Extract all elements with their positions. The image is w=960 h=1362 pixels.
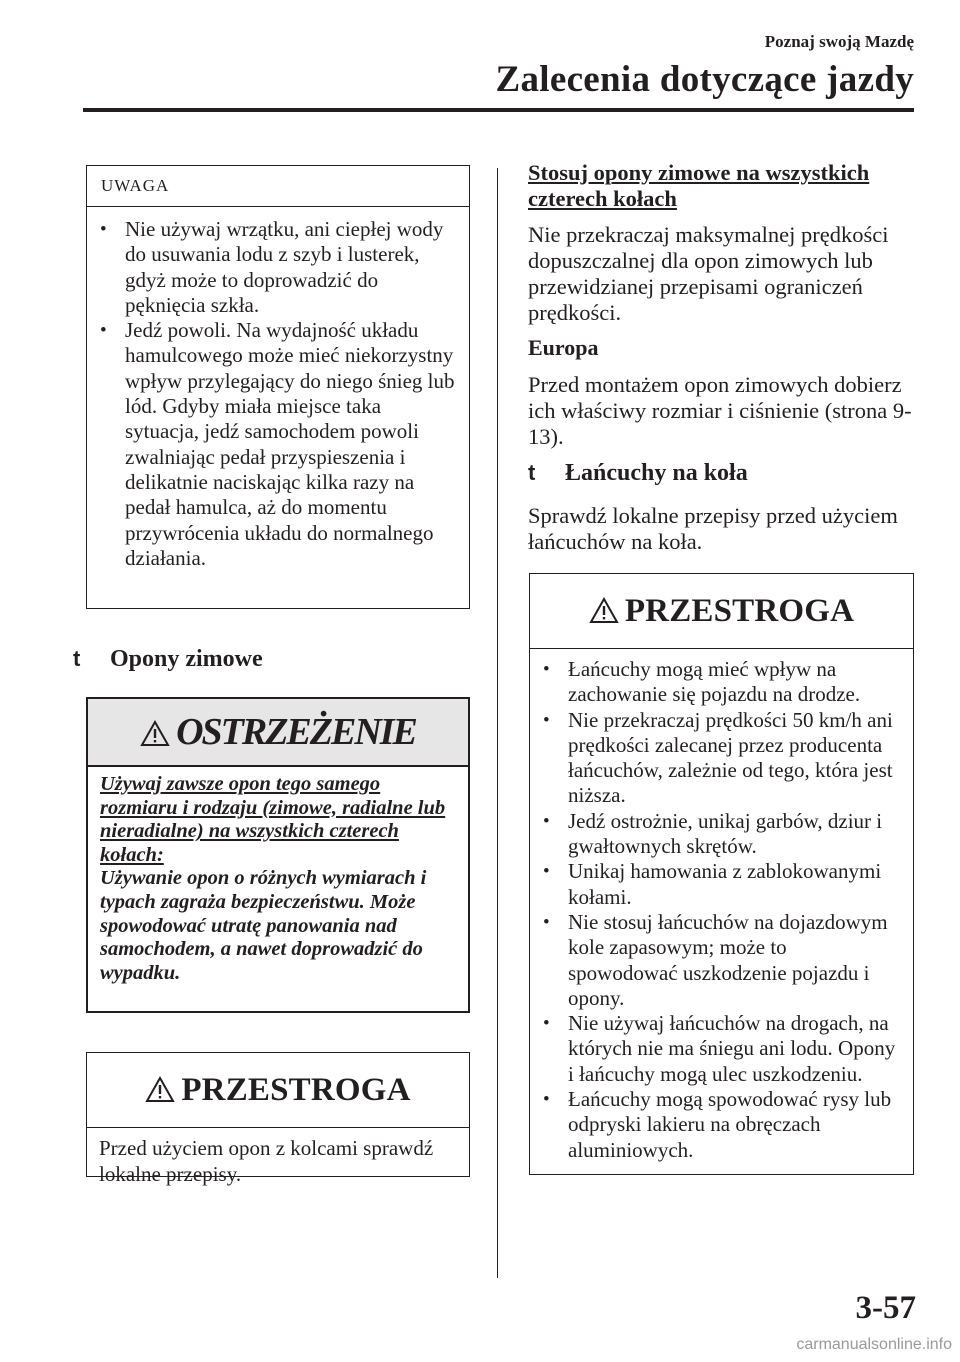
warning-header: [88, 699, 468, 767]
note-item: • Nie używaj wrzątku, ani ciepłej wody do usuwania lodu z szyb i lusterek, gdyż może to doprowadzić do pęknięcia szkła.: [87, 217, 455, 318]
caution-item: • Nie przekraczaj prędkości 50 km/h ani prędkości zalecanej przez producenta łańcuchów, zależnie od tego, która jest niższa.: [530, 708, 901, 809]
section-title-text: Opony zimowe: [110, 646, 263, 672]
section-marker: t: [528, 460, 536, 485]
caution-header: [87, 1053, 469, 1128]
caution-item: • Nie stosuj łańcuchów na dojazdowym kole zapasowym; może to spowodować uszkodzenie pojazdu i opony.: [530, 910, 901, 1011]
caution-item: • Unikaj hamowania z zablokowanymi kołami.: [530, 859, 901, 910]
caution-triangle-icon: [589, 597, 619, 629]
note-box: [86, 165, 470, 609]
note-label: UWAGA: [87, 166, 469, 207]
caution-label: PRZESTROGA: [624, 593, 855, 629]
caution-item: • Łańcuchy mogą mieć wpływ na zachowanie się pojazdu na drodze.: [530, 657, 901, 708]
caution-item: • Nie używaj łańcuchów na drogach, na których nie ma śniegu ani lodu. Opony i łańcuchy mogą ulec uszkodzeniu.: [530, 1011, 901, 1087]
note-item: • Jedź powoli. Na wydajność układu hamulcowego może mieć niekorzystny wpływ przylegający do niego śnieg lub lód. Gdyby miała miejsce taka sytuacja, jedź samochodem powoli zwalniając pedał przyspieszenia i delikatnie naciskając kilka razy na pedał hamulca, aż do momentu przywrócenia układu do normalnego działania.: [87, 318, 455, 571]
caution-header: [530, 574, 913, 649]
page-title: Zalecenia dotyczące jazdy: [495, 59, 914, 100]
caution-box-left: [86, 1052, 470, 1186]
speed-paragraph: Nie przekraczaj maksymalnej prędkości dopuszczalnej dla opon zimowych lub przewidzianej przepisami ograniczeń prędkości.: [528, 222, 889, 325]
caution-label: PRZESTROGA: [181, 1072, 411, 1108]
caution-item: • Łańcuchy mogą spowodować rysy lub odpryski lakieru na obręczach aluminiowych.: [530, 1087, 901, 1163]
column-divider: [497, 168, 498, 1278]
page-number: 3-57: [855, 1290, 916, 1326]
section-heading-winter-tires: [73, 646, 263, 673]
warning-underlined-text: Używaj zawsze opon tego samego rozmiaru i rodzaju (zimowe, radialne lub nieradialne) na wszystkich czterech kołach:: [100, 773, 446, 866]
section-title-text: Łańcuchy na koła: [565, 460, 748, 486]
winter-tires-subheading: Stosuj opony zimowe na wszystkich czterech kołach: [528, 160, 870, 211]
header-subtitle: Poznaj swoją Mazdę: [764, 32, 914, 51]
chains-paragraph: Sprawdź lokalne przepisy przed użyciem łańcuchów na koła.: [528, 503, 898, 554]
caution-item: • Jedź ostrożnie, unikaj garbów, dziur i gwałtownych skrętów.: [530, 809, 901, 860]
caution-triangle-icon: [145, 1076, 175, 1108]
section-marker: t: [73, 646, 81, 671]
header-rule: [83, 108, 914, 112]
warning-triangle-icon: [140, 720, 170, 752]
section-heading-chains: [528, 460, 748, 487]
europe-label: Europa: [528, 335, 599, 360]
caution-list: [530, 649, 913, 1163]
caution-box-right: [529, 573, 914, 1175]
caution-text: Przed użyciem opon z kolcami sprawdź lokalne przepisy.: [99, 1136, 434, 1186]
europe-paragraph: Przed montażem opon zimowych dobierz ich właściwy rozmiar i ciśnienie (strona 9-13).: [528, 372, 912, 449]
watermark: carmanualsonline.info: [796, 1336, 952, 1353]
note-list: [87, 207, 469, 571]
warning-body: [88, 767, 468, 985]
warning-text: Używanie opon o różnych wymiarach i typach zagraża bezpieczeństwu. Może spowodować utratę panowania nad samochodem, a nawet doprowadzić do wypadku.: [100, 867, 427, 984]
warning-box: [86, 697, 470, 1013]
warning-label: OSTRZEŻENIE: [176, 711, 416, 753]
